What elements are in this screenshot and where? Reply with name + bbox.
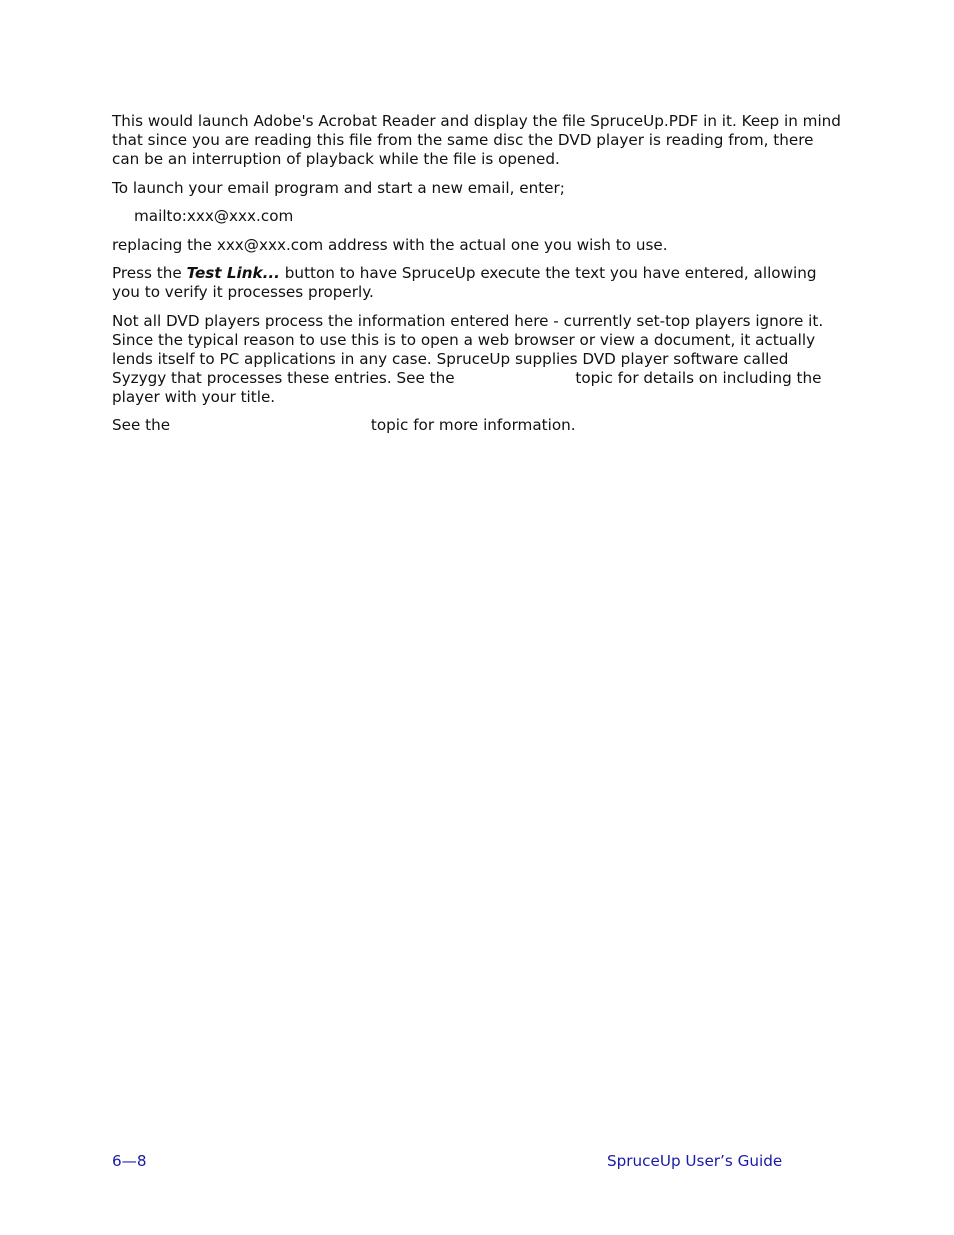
- paragraph-test-link: [112, 264, 842, 302]
- paragraph-replacing: replacing the xxx@xxx.com address with the actual one you wish to use.: [112, 235, 668, 254]
- test-link-button-name: Test Link...: [186, 264, 280, 282]
- text-segment: Press the: [112, 264, 187, 282]
- page-number: 6—8: [112, 1152, 147, 1170]
- text-segment: See the: [112, 416, 175, 434]
- guide-title: SpruceUp User’s Guide: [607, 1152, 783, 1170]
- paragraph-dvd-players: [112, 312, 842, 407]
- paragraph-acrobat: This would launch Adobe's Acrobat Reader and display the file SpruceUp.PDF in it. Keep in mind that since you are reading this file from the same disc the DVD player is reading from, there can be an interruption of playback while the file is opened.: [112, 112, 841, 168]
- paragraph-email-intro: To launch your email program and start a new email, enter;: [112, 178, 565, 197]
- page-body: [112, 112, 842, 445]
- text-segment: button to have SpruceUp execute the text you have entered, allowing you to verify it processes properly.: [112, 264, 817, 301]
- text-segment: Not all DVD players process the information entered here - currently set-top players ignore it. Since the typical reason to use this is to open a web browser or view a document, it actually lends itself to PC applications in any case. SpruceUp supplies DVD player software called Syzygy that processes these entries. See the: [112, 311, 824, 387]
- text-segment: topic for details on including the player with your title.: [112, 368, 822, 406]
- paragraph-see-topic: [112, 416, 842, 435]
- text-segment: topic for more information.: [370, 416, 576, 434]
- mailto-example: mailto:xxx@xxx.com: [134, 207, 294, 225]
